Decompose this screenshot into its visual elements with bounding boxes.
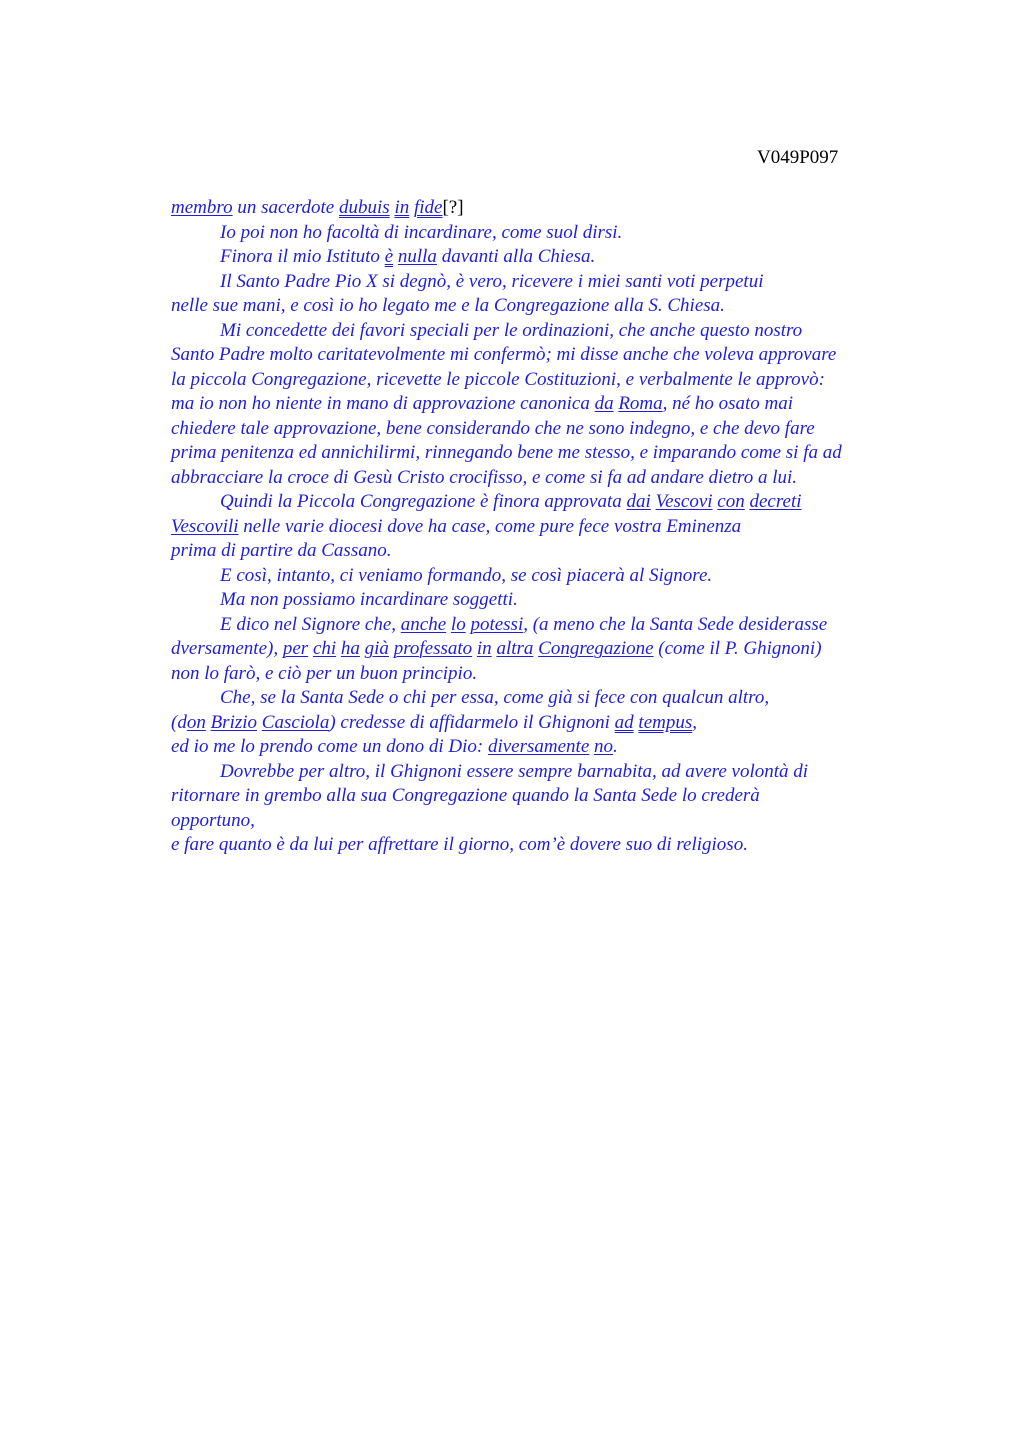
text-segment: chiedere tale approvazione, bene considerando che ne sono indegno, e che devo fare <box>171 417 815 439</box>
text-segment: ritornare in grembo alla sua Congregazione quando la Santa Sede lo crederà <box>171 785 760 806</box>
underlined-word: altra <box>496 638 534 659</box>
text-segment: , <box>692 711 697 733</box>
underlined-word: nulla <box>397 246 437 267</box>
letter-body <box>171 196 931 858</box>
text-segment: E così, intanto, ci veniamo formando, se così piacerà al Signore. <box>220 564 713 586</box>
underlined-word: già <box>364 638 389 659</box>
text-segment: Ma non possiamo incardinare soggetti. <box>220 589 518 610</box>
underlined-word: fide <box>413 197 443 218</box>
underlined-word: Vescovili <box>171 515 239 537</box>
text-segment: . <box>613 736 618 757</box>
underlined-word: Brizio <box>210 711 258 733</box>
text-line <box>171 343 931 368</box>
text-line <box>171 686 931 711</box>
underlined-word: Roma <box>618 393 663 414</box>
underlined-word: con <box>717 491 745 512</box>
page-identifier: V049P097 <box>757 147 839 168</box>
underlined-word: anche <box>400 613 447 635</box>
underlined-word: Casciola <box>261 711 330 733</box>
underlined-word: chi <box>312 638 337 659</box>
text-segment: Mi concedette dei favori speciali per le ordinazioni, che anche questo nostro <box>220 319 803 341</box>
text-line <box>171 735 931 760</box>
underlined-word: on <box>186 711 206 733</box>
text-segment: dversamente), <box>171 638 283 659</box>
text-segment: ed io me lo prendo come un dono di Dio: <box>171 736 488 757</box>
underlined-word: decreti <box>749 491 802 512</box>
text-line <box>171 515 931 540</box>
text-segment: Dovrebbe per altro, il Ghignoni essere sempre barnabita, ad avere volontà di <box>220 760 809 782</box>
text-line <box>171 417 931 442</box>
text-segment: Quindi la Piccola Congregazione è finora approvata <box>220 491 627 512</box>
text-segment: abbracciare la croce di Gesù Cristo crocifisso, e come si fa ad andare dietro a lui. <box>171 466 798 488</box>
underlined-word: tempus <box>638 711 693 733</box>
text-line <box>171 760 931 785</box>
text-line <box>171 466 931 491</box>
underlined-word: lo <box>450 613 466 635</box>
text-line <box>171 784 931 809</box>
text-segment: prima penitenza ed annichilirmi, rinnegando bene me stesso, e imparando come si fa ad <box>171 442 842 463</box>
underlined-word: è <box>384 246 394 267</box>
text-segment: nelle sue mani, e così io ho legato me e la Congregazione alla S. Chiesa. <box>171 295 725 316</box>
text-segment: un sacerdote <box>232 197 339 218</box>
underlined-word: potessi <box>470 613 524 635</box>
text-line <box>171 319 931 344</box>
underlined-word: Vescovi <box>655 491 713 512</box>
text-line <box>171 662 931 687</box>
text-segment: (d <box>171 711 187 733</box>
underlined-word: in <box>476 638 492 659</box>
underlined-word: dubuis <box>339 197 390 218</box>
text-line <box>171 711 931 736</box>
underlined-word: Congregazione <box>538 638 654 659</box>
text-line <box>171 613 931 638</box>
text-segment: davanti alla Chiesa. <box>436 246 596 267</box>
text-segment: Santo Padre molto caritatevolmente mi confermò; mi disse anche che voleva approvare <box>171 344 837 365</box>
underlined-word: per <box>282 638 309 659</box>
text-line <box>171 637 931 662</box>
underlined-word: diversamente <box>487 736 590 757</box>
underlined-word: no <box>594 736 614 757</box>
text-line <box>171 270 931 295</box>
text-line <box>171 588 931 613</box>
text-segment: ma io non ho niente in mano di approvazione canonica <box>171 393 595 414</box>
text-line <box>171 539 931 564</box>
text-line <box>171 294 931 319</box>
underlined-word: ad <box>614 711 634 733</box>
text-line <box>171 221 931 246</box>
text-line <box>171 490 931 515</box>
text-segment: ) credesse di affidarmelo il Ghignoni <box>329 711 615 733</box>
text-segment: prima di partire da Cassano. <box>171 540 392 561</box>
text-line <box>171 564 931 589</box>
text-segment: Che, se la Santa Sede o chi per essa, come già si fece con qualcun altro, <box>220 687 770 708</box>
text-line <box>171 368 931 393</box>
editorial-mark: [?] <box>442 197 464 218</box>
text-segment: e fare quanto è da lui per affrettare il giorno, com’è dovere suo di religioso. <box>171 834 748 855</box>
underlined-word: ha <box>340 638 360 659</box>
text-segment: Il Santo Padre Pio X si degnò, è vero, ricevere i miei santi voti perpetui <box>220 270 764 292</box>
text-line <box>171 392 931 417</box>
text-line <box>171 196 931 221</box>
text-line <box>171 809 931 834</box>
text-segment: opportuno, <box>171 809 255 831</box>
text-segment: Finora il mio Istituto <box>220 246 385 267</box>
text-segment: , né ho osato mai <box>662 393 794 414</box>
text-segment: , (a meno che la Santa Sede desiderasse <box>523 613 828 635</box>
text-segment: la piccola Congregazione, ricevette le piccole Costituzioni, e verbalmente le approvò: <box>171 368 825 390</box>
text-line <box>171 245 931 270</box>
underlined-word: professato <box>393 638 473 659</box>
text-segment: Io poi non ho facoltà di incardinare, come suol dirsi. <box>220 221 623 243</box>
underlined-word: in <box>394 197 410 218</box>
text-line <box>171 833 931 858</box>
underlined-word: da <box>594 393 614 414</box>
text-line <box>171 441 931 466</box>
text-segment: E dico nel Signore che, <box>220 613 401 635</box>
text-segment: (come il P. Ghignoni) <box>653 638 822 659</box>
underlined-word: membro <box>171 197 233 218</box>
text-segment: non lo farò, e ciò per un buon principio. <box>171 662 478 684</box>
underlined-word: dai <box>626 491 651 512</box>
text-segment: nelle varie diocesi dove ha case, come pure fece vostra Eminenza <box>238 515 742 537</box>
